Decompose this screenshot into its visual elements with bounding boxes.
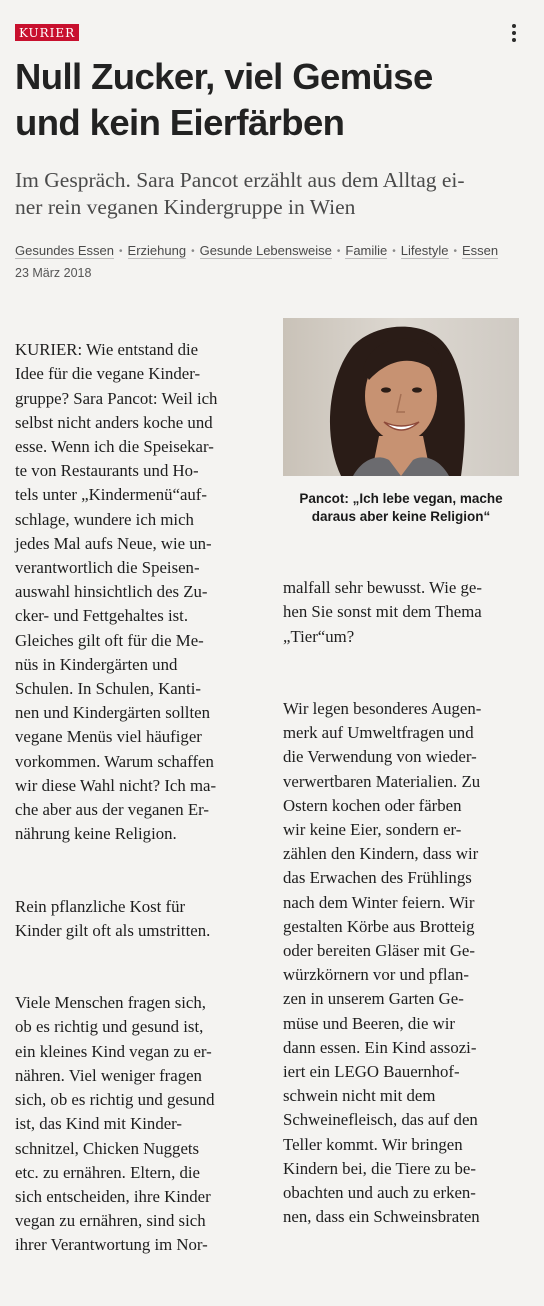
image-caption: Pancot: „Ich lebe vegan, mache daraus aber keine Religion“ xyxy=(299,491,503,524)
tag-link[interactable]: Erziehung xyxy=(127,243,187,258)
menu-dot xyxy=(512,38,516,42)
tag-link[interactable]: Gesunde Lebensweise xyxy=(199,243,332,258)
article-column-right xyxy=(283,552,523,1278)
paragraph: KURIER: Wie entstand die Idee für die vegane Kinder- gruppe? Sara Pancot: Weil ich selbst nicht anders koche und esse. Wenn ich die Speisekar- te von Restaurants und Ho- tels unter „Kindermenü“auf- schlage, wundere ich mich jedes Mal aufs Neue, wie un- verantwortlich die Speisen- auswahl hinsichtlich des Zu- cker- und Fettgehaltes ist. Gleiches gilt oft für die Me- nüs in Kindergärten und Schulen. In Schulen, Kanti- nen und Kindergärten sollten vegane Menüs viel häufiger vorkommen. Warum schaffen wir diese Wahl nicht? Ich ma- che aber aus der veganen Er- nährung keine Religion. xyxy=(15,340,218,844)
kurier-logo[interactable]: KURIER xyxy=(15,24,79,41)
paragraph: Viele Menschen fragen sich, ob es richtig und gesund ist, ein kleines Kind vegan zu er- nähren. Viel weniger fragen sich, ob es richtig und gesund ist, das Kind mit Kinder- schnitzel, Chicken Nuggets etc. zu ernähren. Eltern, die sich entscheiden, ihre Kinder vegan zu ernähren, sind sich ihrer Verantwortung im Nor- xyxy=(15,993,215,1255)
article-title: Null Zucker, viel Gemüse und kein Eierfärben xyxy=(15,56,433,143)
article-subtitle: Im Gespräch. Sara Pancot erzählt aus dem Alltag ei- ner rein veganen Kindergruppe in Wien xyxy=(15,168,465,219)
paragraph: malfall sehr bewusst. Wie ge- hen Sie sonst mit dem Thema „Tier“um? xyxy=(283,578,482,646)
portrait-image xyxy=(283,318,519,476)
more-vert-icon[interactable] xyxy=(509,23,519,43)
paragraph: Wir legen besonderes Augen- merk auf Umweltfragen und die Verwendung von wieder- verwertbaren Materialien. Zu Ostern kochen oder färben wir keine Eier, sondern er- zählen den Kindern, dass wir das Erwachen des Frühlings nach dem Winter feiern. Wir gestalten Körbe aus Brotteig oder bereiten Gläser mit Ge- würzkörnern vor und pflan- zen in unserem Garten Ge- müse und Beeren, die wir dann essen. Ein Kind assozi- iert ein LEGO Bauernhof- schwein nicht mit dem Schweinefleisch, das auf den Teller kommt. Wir bringen Kindern bei, die Tiere zu be- obachten und auch zu erken- nen, dass ein Schweinsbraten xyxy=(283,699,482,1227)
tag-link[interactable]: Lifestyle xyxy=(400,243,449,258)
paragraph: Rein pflanzliche Kost für Kinder gilt oft als umstritten. xyxy=(15,896,211,940)
tag-separator: • xyxy=(453,246,458,257)
tag-separator: • xyxy=(392,246,396,257)
article-column-left xyxy=(15,314,260,1306)
tag-separator: • xyxy=(336,246,341,257)
tag-link[interactable]: Gesundes Essen xyxy=(15,243,115,258)
tag-separator: • xyxy=(191,246,195,257)
top-bar xyxy=(15,23,529,43)
menu-dot xyxy=(512,24,516,28)
menu-dot xyxy=(512,31,516,35)
tag-separator: • xyxy=(119,246,123,257)
publish-date: 23 März 2018 xyxy=(15,266,92,280)
tag-list xyxy=(15,241,535,261)
tag-link[interactable]: Essen xyxy=(462,243,499,258)
tag-link[interactable]: Familie xyxy=(345,243,388,258)
article-photo[interactable] xyxy=(283,318,519,476)
